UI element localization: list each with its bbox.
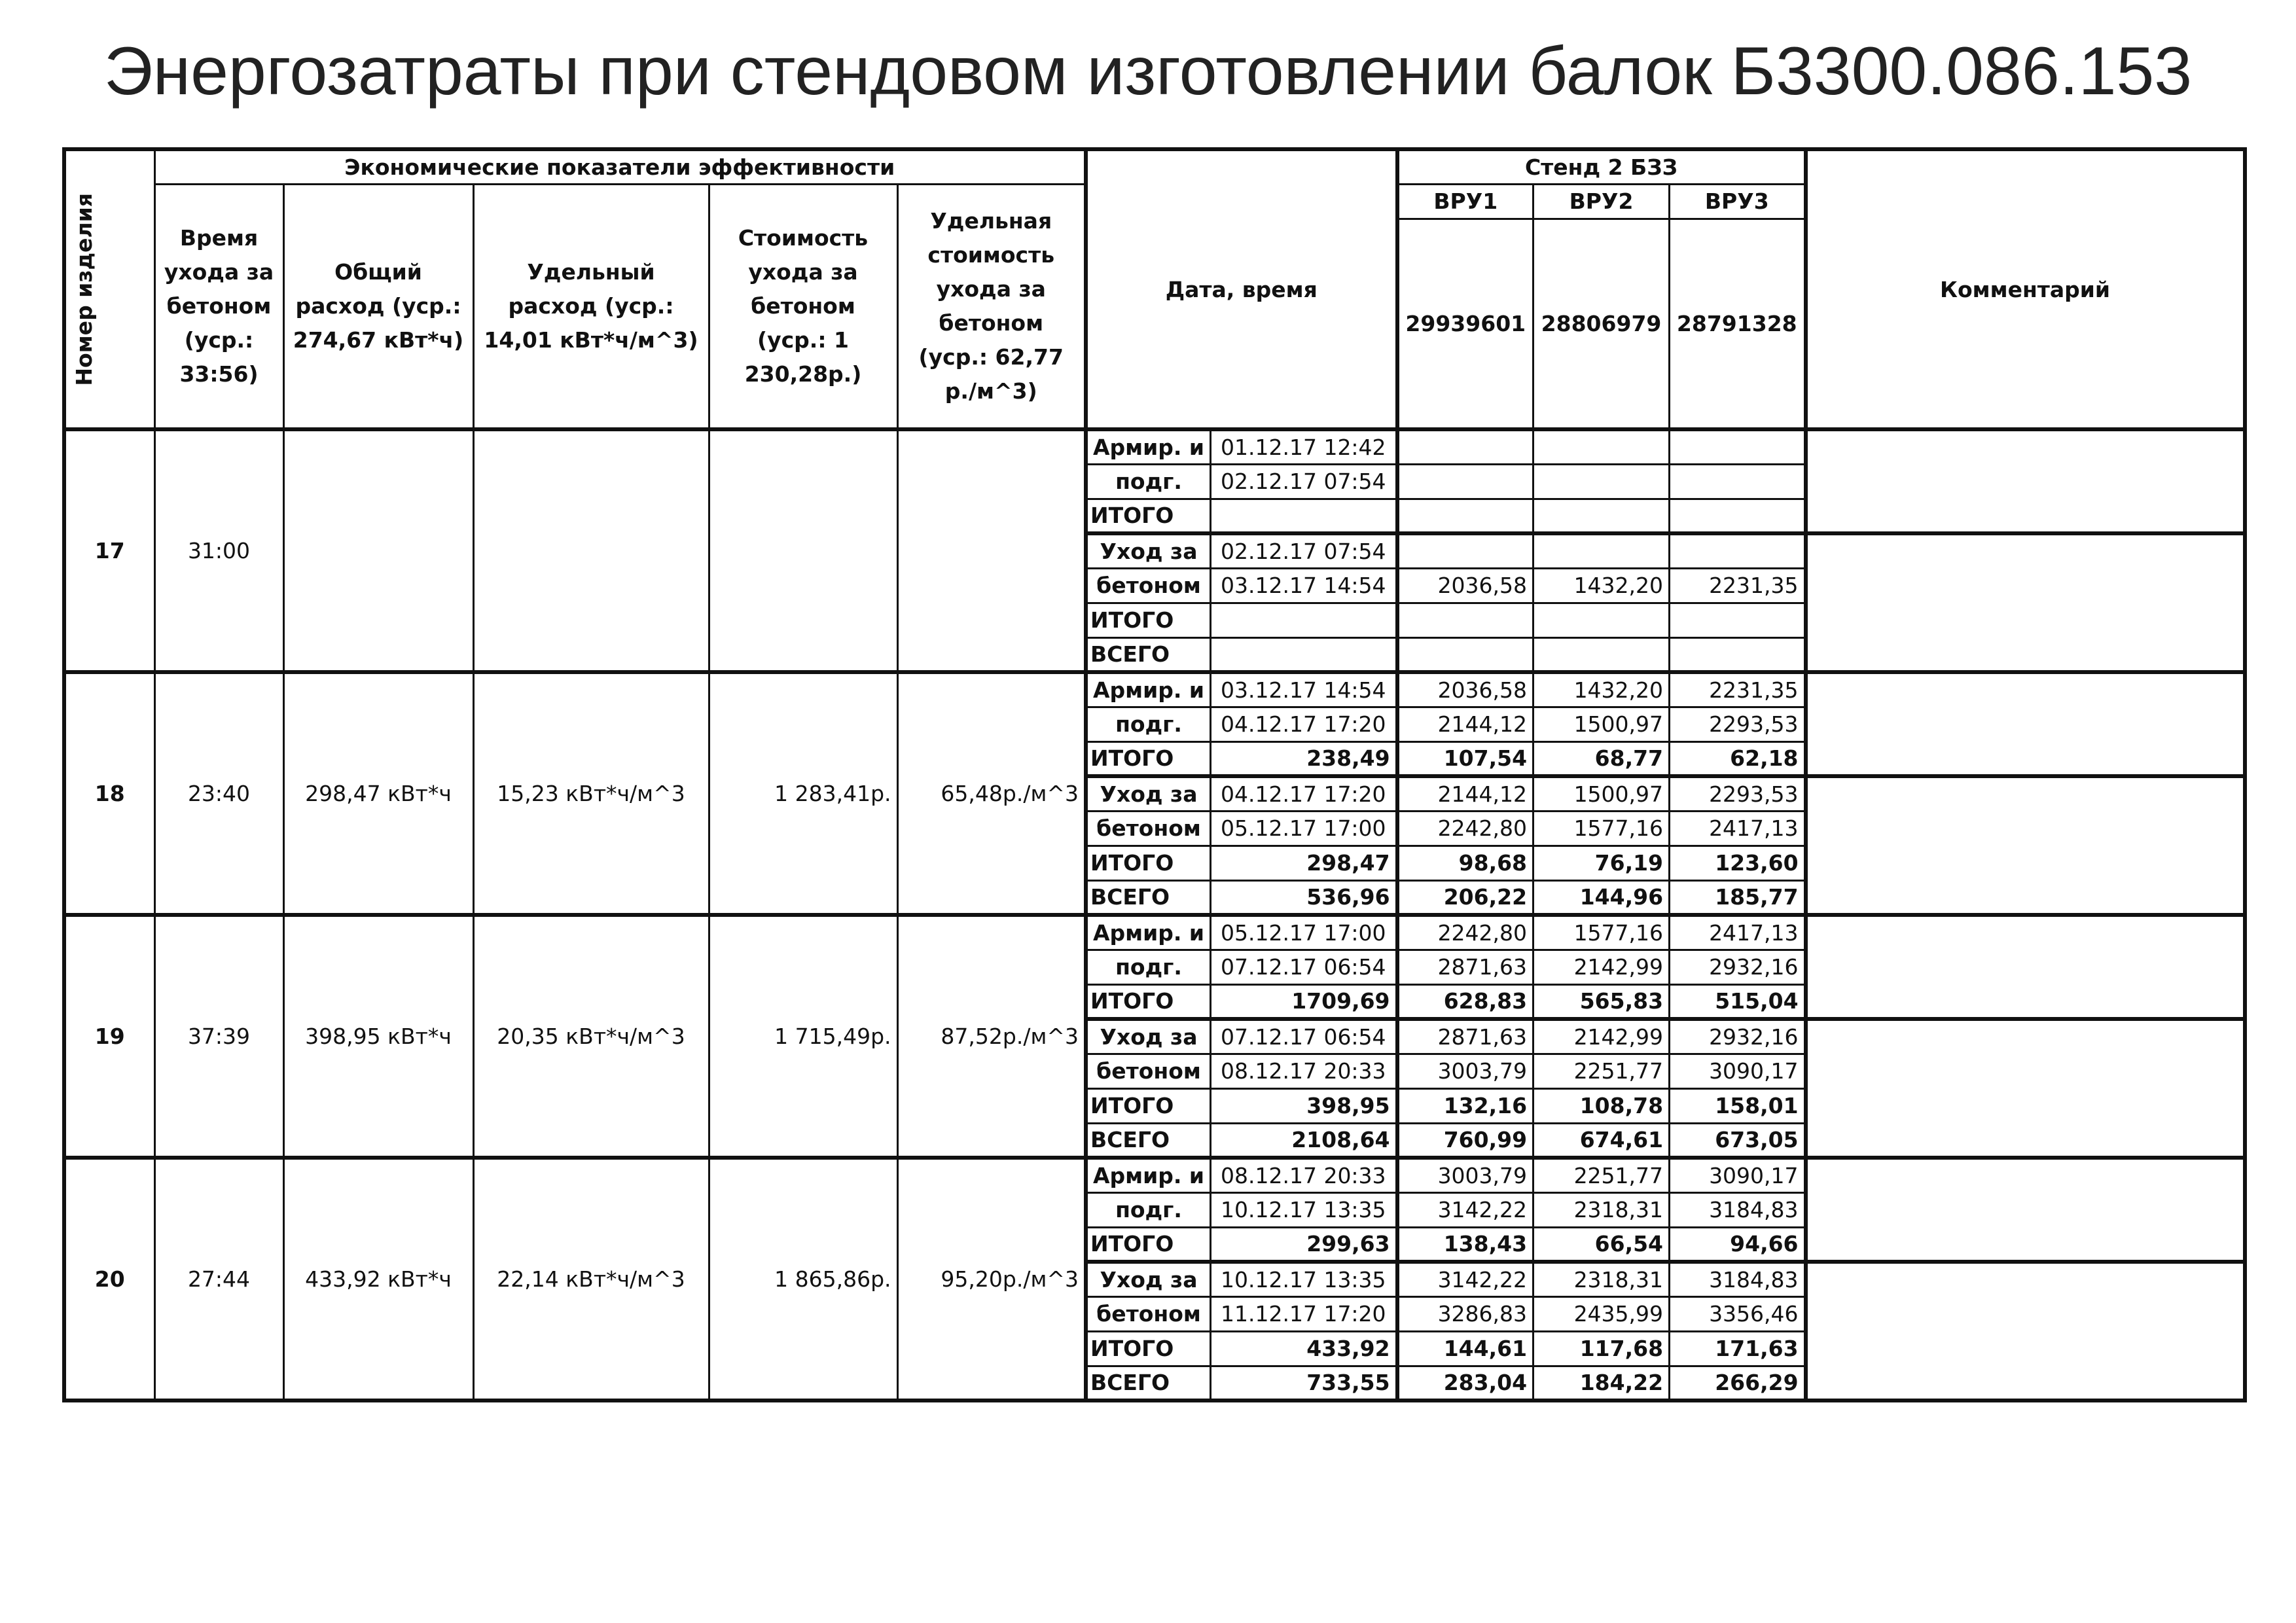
row-vru2	[1534, 499, 1670, 533]
header-meter1: 29939601	[1397, 219, 1534, 429]
row-vru1: 206,22	[1397, 880, 1534, 915]
item-time: 31:00	[154, 429, 283, 672]
row-date-time: 01.12.17 12:42	[1211, 429, 1397, 464]
row-vru2: 565,83	[1534, 984, 1670, 1019]
row-date-time: 536,96	[1211, 880, 1397, 915]
row-vru1: 2242,80	[1397, 811, 1534, 846]
item-cost	[709, 429, 897, 672]
row-vru2: 2142,99	[1534, 1019, 1670, 1054]
row-vru2: 2251,77	[1534, 1158, 1670, 1192]
row-label: бетоном	[1086, 1054, 1211, 1088]
row-vru1	[1397, 637, 1534, 672]
row-vru3: 515,04	[1670, 984, 1806, 1019]
header-item-number	[64, 149, 154, 429]
comment-cell	[1806, 1019, 2245, 1158]
table-row	[64, 429, 2245, 464]
item-total: 298,47 кВт*ч	[283, 672, 473, 915]
row-vru1: 2871,63	[1397, 950, 1534, 984]
row-label: подг.	[1086, 464, 1211, 499]
row-vru1: 144,61	[1397, 1331, 1534, 1366]
item-total	[283, 429, 473, 672]
row-vru2: 2435,99	[1534, 1296, 1670, 1331]
row-date-time: 1709,69	[1211, 984, 1397, 1019]
row-vru3: 2293,53	[1670, 707, 1806, 741]
item-specific-cost: 95,20р./м^3	[897, 1158, 1086, 1400]
row-date-time: 10.12.17 13:35	[1211, 1192, 1397, 1227]
header-item-number-label: Номер изделия	[71, 192, 97, 386]
row-vru3: 2293,53	[1670, 776, 1806, 811]
row-date-time: 05.12.17 17:00	[1211, 811, 1397, 846]
row-label: бетоном	[1086, 1296, 1211, 1331]
item-specific: 20,35 кВт*ч/м^3	[473, 915, 709, 1158]
row-vru3: 2417,13	[1670, 915, 1806, 950]
row-vru3: 185,77	[1670, 880, 1806, 915]
header-vru2: ВРУ2	[1534, 184, 1670, 219]
row-vru2: 1432,20	[1534, 672, 1670, 707]
row-vru3	[1670, 429, 1806, 464]
row-label: ВСЕГО	[1086, 637, 1211, 672]
item-specific-cost: 65,48р./м^3	[897, 672, 1086, 915]
header-stand-group: Стенд 2 БЗЗ	[1397, 149, 1806, 184]
row-date-time: 08.12.17 20:33	[1211, 1158, 1397, 1192]
comment-cell	[1806, 1262, 2245, 1400]
row-vru3	[1670, 533, 1806, 568]
row-vru2	[1534, 603, 1670, 637]
row-vru3: 158,01	[1670, 1088, 1806, 1123]
header-time-care: Время ухода за бетоном (уср.: 33:56)	[154, 184, 283, 429]
comment-cell	[1806, 672, 2245, 776]
row-vru3: 2231,35	[1670, 672, 1806, 707]
row-vru2: 108,78	[1534, 1088, 1670, 1123]
item-cost: 1 865,86р.	[709, 1158, 897, 1400]
row-vru2: 2142,99	[1534, 950, 1670, 984]
row-vru2: 1577,16	[1534, 811, 1670, 846]
row-vru1: 3003,79	[1397, 1054, 1534, 1088]
item-cost: 1 715,49р.	[709, 915, 897, 1158]
row-vru1	[1397, 603, 1534, 637]
row-vru2	[1534, 533, 1670, 568]
row-vru1: 2036,58	[1397, 672, 1534, 707]
row-label: Уход за	[1086, 533, 1211, 568]
row-vru2: 1500,97	[1534, 776, 1670, 811]
row-vru3: 3090,17	[1670, 1158, 1806, 1192]
row-label: Уход за	[1086, 776, 1211, 811]
row-date-time: 2108,64	[1211, 1123, 1397, 1158]
row-date-time: 02.12.17 07:54	[1211, 533, 1397, 568]
row-label: Уход за	[1086, 1262, 1211, 1296]
row-vru1: 283,04	[1397, 1366, 1534, 1400]
row-vru3: 2231,35	[1670, 568, 1806, 603]
comment-cell	[1806, 429, 2245, 533]
row-date-time: 02.12.17 07:54	[1211, 464, 1397, 499]
row-vru2: 2251,77	[1534, 1054, 1670, 1088]
item-total: 398,95 кВт*ч	[283, 915, 473, 1158]
row-vru1	[1397, 464, 1534, 499]
row-date-time: 299,63	[1211, 1227, 1397, 1262]
header-meter2: 28806979	[1534, 219, 1670, 429]
header-specific-consumption: Удельный расход (уср.: 14,01 кВт*ч/м^3)	[473, 184, 709, 429]
header-econ-group: Экономические показатели эффективности	[154, 149, 1086, 184]
row-vru3: 673,05	[1670, 1123, 1806, 1158]
row-vru1: 2871,63	[1397, 1019, 1534, 1054]
header-vru1: ВРУ1	[1397, 184, 1534, 219]
header-vru3: ВРУ3	[1670, 184, 1806, 219]
item-total: 433,92 кВт*ч	[283, 1158, 473, 1400]
row-vru3	[1670, 637, 1806, 672]
item-time: 23:40	[154, 672, 283, 915]
item-specific: 15,23 кВт*ч/м^3	[473, 672, 709, 915]
row-vru3: 2417,13	[1670, 811, 1806, 846]
row-label: Армир. и	[1086, 915, 1211, 950]
row-date-time	[1211, 603, 1397, 637]
row-vru2: 76,19	[1534, 846, 1670, 880]
row-label: ВСЕГО	[1086, 880, 1211, 915]
row-label: ИТОГО	[1086, 1088, 1211, 1123]
row-label: ИТОГО	[1086, 846, 1211, 880]
row-vru3	[1670, 603, 1806, 637]
row-label: подг.	[1086, 950, 1211, 984]
row-vru3: 3184,83	[1670, 1262, 1806, 1296]
row-label: ИТОГО	[1086, 499, 1211, 533]
row-label: бетоном	[1086, 811, 1211, 846]
row-vru1: 107,54	[1397, 741, 1534, 776]
row-vru2: 2318,31	[1534, 1262, 1670, 1296]
row-date-time: 04.12.17 17:20	[1211, 707, 1397, 741]
item-number: 17	[64, 429, 154, 672]
row-date-time: 08.12.17 20:33	[1211, 1054, 1397, 1088]
item-number: 20	[64, 1158, 154, 1400]
row-vru2	[1534, 464, 1670, 499]
row-vru1: 628,83	[1397, 984, 1534, 1019]
table-row	[64, 915, 2245, 950]
comment-cell	[1806, 915, 2245, 1019]
row-date-time: 05.12.17 17:00	[1211, 915, 1397, 950]
row-vru1	[1397, 429, 1534, 464]
page-title: Энергозатраты при стендовом изготовлении балок Б3300.086.153	[103, 33, 2193, 109]
row-label: ИТОГО	[1086, 1227, 1211, 1262]
row-vru3: 266,29	[1670, 1366, 1806, 1400]
energy-table	[62, 147, 2247, 1402]
row-vru2: 1432,20	[1534, 568, 1670, 603]
header-care-cost: Стоимость ухода за бетоном (уср.: 1 230,28р.)	[709, 184, 897, 429]
row-label: подг.	[1086, 1192, 1211, 1227]
row-vru1: 132,16	[1397, 1088, 1534, 1123]
header-date-time: Дата, время	[1086, 149, 1397, 429]
header-specific-cost: Удельная стоимость ухода за бетоном (уср.: 62,77 р./м^3)	[897, 184, 1086, 429]
row-vru2: 2318,31	[1534, 1192, 1670, 1227]
row-date-time: 03.12.17 14:54	[1211, 672, 1397, 707]
row-vru3: 171,63	[1670, 1331, 1806, 1366]
row-label: Армир. и	[1086, 1158, 1211, 1192]
row-vru3: 62,18	[1670, 741, 1806, 776]
row-vru2: 184,22	[1534, 1366, 1670, 1400]
row-vru2: 68,77	[1534, 741, 1670, 776]
comment-cell	[1806, 1158, 2245, 1262]
row-vru2: 1500,97	[1534, 707, 1670, 741]
row-label: ВСЕГО	[1086, 1366, 1211, 1400]
table-row	[64, 1158, 2245, 1192]
item-specific-cost: 87,52р./м^3	[897, 915, 1086, 1158]
row-vru1: 138,43	[1397, 1227, 1534, 1262]
item-specific: 22,14 кВт*ч/м^3	[473, 1158, 709, 1400]
header-comment: Комментарий	[1806, 149, 2245, 429]
row-vru1: 3142,22	[1397, 1262, 1534, 1296]
row-date-time: 733,55	[1211, 1366, 1397, 1400]
row-vru2	[1534, 429, 1670, 464]
row-vru3: 3090,17	[1670, 1054, 1806, 1088]
row-vru1: 3003,79	[1397, 1158, 1534, 1192]
row-vru2: 1577,16	[1534, 915, 1670, 950]
row-vru1: 3142,22	[1397, 1192, 1534, 1227]
item-number: 18	[64, 672, 154, 915]
row-vru3: 3184,83	[1670, 1192, 1806, 1227]
row-vru2	[1534, 637, 1670, 672]
row-date-time: 11.12.17 17:20	[1211, 1296, 1397, 1331]
row-date-time: 07.12.17 06:54	[1211, 1019, 1397, 1054]
row-date-time: 433,92	[1211, 1331, 1397, 1366]
row-vru3	[1670, 499, 1806, 533]
row-vru3	[1670, 464, 1806, 499]
row-vru2: 117,68	[1534, 1331, 1670, 1366]
row-vru3: 2932,16	[1670, 950, 1806, 984]
row-vru3: 94,66	[1670, 1227, 1806, 1262]
row-label: ИТОГО	[1086, 984, 1211, 1019]
row-date-time: 07.12.17 06:54	[1211, 950, 1397, 984]
row-date-time: 238,49	[1211, 741, 1397, 776]
row-vru2: 66,54	[1534, 1227, 1670, 1262]
row-vru1: 2036,58	[1397, 568, 1534, 603]
item-cost: 1 283,41р.	[709, 672, 897, 915]
row-vru3: 2932,16	[1670, 1019, 1806, 1054]
row-vru1: 2144,12	[1397, 707, 1534, 741]
row-vru3: 3356,46	[1670, 1296, 1806, 1331]
row-vru1: 98,68	[1397, 846, 1534, 880]
header-total-consumption: Общий расход (уср.: 274,67 кВт*ч)	[283, 184, 473, 429]
row-label: ИТОГО	[1086, 603, 1211, 637]
row-date-time: 298,47	[1211, 846, 1397, 880]
row-date-time: 398,95	[1211, 1088, 1397, 1123]
item-time: 27:44	[154, 1158, 283, 1400]
row-vru1: 760,99	[1397, 1123, 1534, 1158]
row-vru1: 3286,83	[1397, 1296, 1534, 1331]
row-label: Армир. и	[1086, 429, 1211, 464]
row-vru1: 2242,80	[1397, 915, 1534, 950]
row-label: ИТОГО	[1086, 1331, 1211, 1366]
row-label: ВСЕГО	[1086, 1123, 1211, 1158]
comment-cell	[1806, 776, 2245, 915]
comment-cell	[1806, 533, 2245, 672]
item-specific	[473, 429, 709, 672]
row-vru1: 2144,12	[1397, 776, 1534, 811]
item-time: 37:39	[154, 915, 283, 1158]
header-meter3: 28791328	[1670, 219, 1806, 429]
row-date-time	[1211, 499, 1397, 533]
row-label: ИТОГО	[1086, 741, 1211, 776]
row-label: Уход за	[1086, 1019, 1211, 1054]
item-specific-cost	[897, 429, 1086, 672]
row-date-time: 10.12.17 13:35	[1211, 1262, 1397, 1296]
row-vru2: 144,96	[1534, 880, 1670, 915]
row-label: подг.	[1086, 707, 1211, 741]
item-number: 19	[64, 915, 154, 1158]
row-vru2: 674,61	[1534, 1123, 1670, 1158]
row-date-time: 03.12.17 14:54	[1211, 568, 1397, 603]
row-vru1	[1397, 533, 1534, 568]
row-date-time: 04.12.17 17:20	[1211, 776, 1397, 811]
row-label: Армир. и	[1086, 672, 1211, 707]
row-date-time	[1211, 637, 1397, 672]
row-label: бетоном	[1086, 568, 1211, 603]
table-row	[64, 672, 2245, 707]
row-vru1	[1397, 499, 1534, 533]
row-vru3: 123,60	[1670, 846, 1806, 880]
